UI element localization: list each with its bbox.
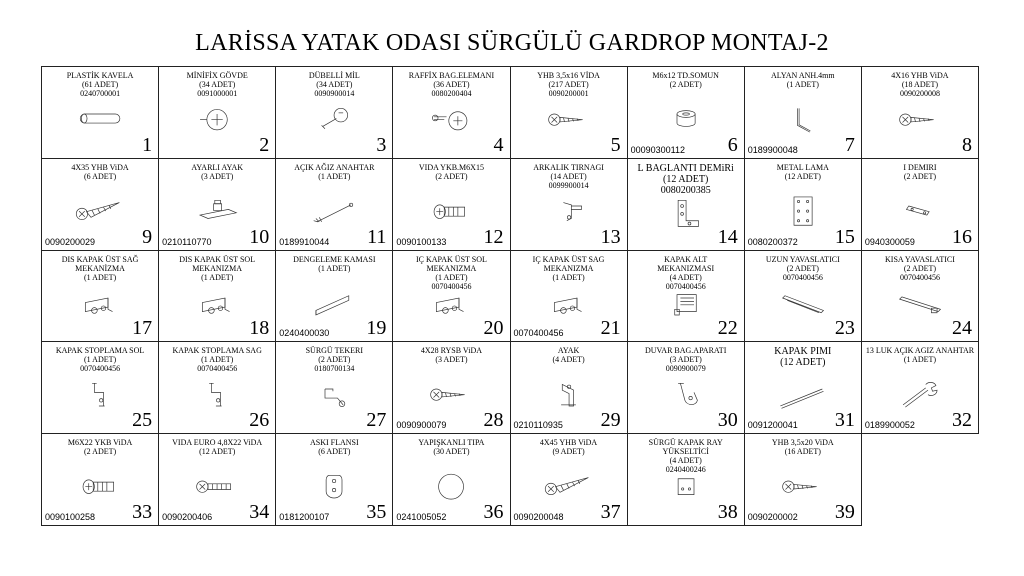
- minifix-bolt-icon: [290, 97, 378, 138]
- part-number: 15: [834, 225, 855, 248]
- part-label: [513, 346, 625, 364]
- part-label-line: (1 ADET): [786, 80, 819, 89]
- part-label-line: METAL LAMA: [776, 162, 829, 172]
- part-cell: [745, 342, 862, 434]
- part-cell: [511, 159, 628, 251]
- screw-icon: [525, 97, 613, 138]
- part-cell: [745, 159, 862, 251]
- part-number: 25: [132, 409, 153, 432]
- l-bracket-icon: [642, 189, 730, 230]
- part-code: 0080200372: [747, 236, 798, 247]
- part-label-line: VIDA YKB.M6X15: [418, 162, 484, 172]
- screw-icon: [876, 97, 964, 138]
- part-label-line: 0099900014: [548, 180, 589, 190]
- part-label-line: (1 ADET): [201, 272, 234, 282]
- part-number: 24: [952, 317, 972, 340]
- part-label-line: (14 ADET): [550, 171, 587, 181]
- part-number: 14: [717, 225, 738, 248]
- part-code: 00090300112: [630, 144, 686, 155]
- part-label: [278, 346, 390, 373]
- part-cell: [159, 434, 276, 526]
- part-label-line: 0070400456: [80, 364, 121, 374]
- part-cell: [862, 342, 979, 434]
- part-label: [747, 346, 859, 368]
- part-label-line: (1 ADET): [83, 272, 117, 282]
- part-label-line: YÜKSELTİCİ: [662, 447, 709, 457]
- dowel-icon: [56, 97, 144, 138]
- part-number: 4: [493, 133, 504, 156]
- part-label-line: AYARLI AYAK: [191, 162, 244, 172]
- screw-icon: [759, 464, 847, 505]
- part-label: [630, 71, 742, 89]
- part-number: 18: [249, 317, 270, 340]
- part-label-line: 4X16 YHB ViDA: [891, 71, 949, 80]
- part-label-line: MEKANİZMA: [75, 263, 125, 273]
- part-label-line: AÇIK AĞIZ ANAHTAR: [294, 162, 375, 172]
- minifix-body-icon: [173, 97, 261, 138]
- part-label: [395, 346, 507, 364]
- part-label-line: (30 ADET): [433, 447, 470, 457]
- long-damper-icon: [759, 281, 847, 322]
- part-number: 30: [717, 409, 738, 432]
- part-label-line: (12 ADET): [663, 173, 709, 185]
- part-cell: [745, 251, 862, 343]
- part-label-line: (4 ADET): [669, 456, 702, 466]
- part-number: 1: [142, 133, 153, 156]
- part-number: 11: [367, 225, 387, 248]
- part-label-line: (12 ADET): [784, 171, 821, 181]
- metal-plate-icon: [759, 189, 847, 230]
- part-label: [630, 346, 742, 373]
- part-number: 3: [376, 133, 387, 156]
- part-label-line: (6 ADET): [318, 447, 351, 457]
- part-label-line: PLASTİK KAVELA: [66, 71, 134, 80]
- part-label-line: YAPIŞKANLI TIPA: [418, 438, 485, 448]
- part-label-line: MEKANIZMA: [426, 263, 477, 273]
- part-label-line: 0090900014: [314, 89, 355, 98]
- stopper-icon: [56, 372, 144, 413]
- empty-cell: [862, 434, 979, 526]
- part-code: 0189900048: [747, 144, 798, 155]
- part-label: [44, 346, 156, 373]
- part-cell: [628, 67, 745, 159]
- part-label-line: 4X45 YHB ViDA: [539, 438, 598, 448]
- part-code: 0091200041: [747, 420, 798, 431]
- part-cell: [745, 434, 862, 526]
- long-screw-icon: [525, 464, 613, 505]
- part-label: [864, 255, 976, 282]
- part-cell: [276, 67, 393, 159]
- part-label-line: DIS KAPAK ÜST SAĞ: [61, 254, 139, 264]
- part-cell: [276, 159, 393, 251]
- part-label-line: 0180700134: [314, 364, 355, 374]
- part-label-line: MEKANIZMASI: [657, 263, 715, 273]
- long-screw-icon: [56, 189, 144, 230]
- page-title: LARİSSA YATAK ODASI SÜRGÜLÜ GARDROP MONTAJ-2: [195, 30, 829, 56]
- raffix-icon: [407, 97, 495, 138]
- part-label-line: MEKANIZMA: [543, 263, 594, 273]
- part-label-line: (1 ADET): [318, 171, 351, 181]
- wrench-icon: [876, 372, 964, 413]
- part-label-line: M6x12 TD.SOMUN: [652, 71, 719, 80]
- part-number: 10: [249, 225, 270, 248]
- short-damper-icon: [876, 281, 964, 322]
- part-label-line: 13 LUK AÇIK AGIZ ANAHTAR: [865, 346, 975, 356]
- part-label-line: (2 ADET): [435, 171, 468, 181]
- part-label-line: 0090900079: [665, 364, 706, 374]
- part-label-line: 4X28 RYSB ViDA: [420, 346, 483, 356]
- part-number: 6: [727, 133, 738, 156]
- bottom-mechanism-icon: [642, 281, 730, 322]
- parts-grid: [41, 66, 979, 526]
- part-cell: [628, 434, 745, 526]
- part-label-line: DUVAR BAG.APARATI: [645, 346, 727, 356]
- part-cell: [42, 159, 159, 251]
- part-label-line: (1 ADET): [903, 355, 937, 365]
- part-cell: [42, 251, 159, 343]
- i-iron-icon: [876, 189, 964, 230]
- part-label-line: (4 ADET): [669, 272, 702, 282]
- part-label-line: 0080200385: [660, 184, 711, 196]
- part-code: 0240400030: [279, 328, 330, 339]
- part-number: 20: [483, 317, 504, 340]
- part-label-line: DÜBELLİ MİL: [308, 71, 360, 80]
- part-label: [513, 438, 625, 456]
- part-label: [747, 438, 859, 456]
- part-number: 9: [142, 225, 153, 248]
- part-label-line: (2 ADET): [83, 447, 117, 457]
- part-number: 31: [834, 409, 855, 432]
- part-label-line: KAPAK STOPLAMA SAG: [172, 346, 262, 356]
- part-cell: [159, 67, 276, 159]
- part-label-line: 0090200001: [548, 89, 589, 98]
- part-number: 23: [834, 317, 855, 340]
- part-label-line: ARKALIK TIRNAGI: [533, 162, 604, 172]
- part-cell: [42, 342, 159, 434]
- part-code: 0210110935: [513, 420, 563, 431]
- part-cell: [511, 342, 628, 434]
- part-code: 0940300059: [864, 236, 915, 247]
- part-label-line: DIS KAPAK ÜST SOL: [179, 254, 256, 264]
- part-number: 29: [600, 409, 621, 432]
- part-label: [395, 163, 507, 181]
- part-label-line: (2 ADET): [903, 263, 937, 273]
- part-label-line: (3 ADET): [435, 355, 468, 365]
- part-label-line: (2 ADET): [786, 263, 819, 273]
- part-label-line: I DEMIRI: [903, 162, 937, 172]
- wedge-icon: [290, 281, 378, 322]
- part-label-line: (3 ADET): [201, 171, 234, 181]
- part-code: 0090200048: [513, 512, 564, 522]
- wrench-rod-icon: [290, 189, 378, 230]
- part-label-line: (61 ADET): [81, 80, 119, 89]
- part-label: [161, 71, 273, 98]
- part-label-line: SÜRGÜ TEKERI: [305, 346, 364, 356]
- back-clip-icon: [525, 189, 613, 230]
- part-label-line: ALYAN ANH.4mm: [770, 71, 835, 80]
- part-label-line: (36 ADET): [433, 80, 470, 89]
- slide-wheel-icon: [290, 372, 378, 413]
- part-cell: [628, 159, 745, 251]
- part-cell: [159, 159, 276, 251]
- part-label-line: YHB 3,5x16 VİDA: [537, 71, 600, 80]
- part-label-line: 0070400456: [197, 364, 238, 374]
- rail-riser-icon: [642, 464, 730, 505]
- part-number: 7: [844, 133, 855, 156]
- part-cell: [511, 67, 628, 159]
- part-label-line: 0090200008: [899, 89, 940, 98]
- part-cell: [276, 434, 393, 526]
- allen-key-icon: [759, 97, 847, 138]
- part-cell: [628, 251, 745, 343]
- part-label: [864, 163, 976, 181]
- part-label-line: (6 ADET): [83, 171, 117, 181]
- part-cell: [159, 342, 276, 434]
- part-label-line: (34 ADET): [316, 80, 353, 89]
- part-label: [278, 438, 390, 456]
- screw-icon: [407, 372, 495, 413]
- part-code: 0090200002: [747, 512, 798, 522]
- mechanism-icon: [56, 281, 144, 322]
- part-cell: [276, 342, 393, 434]
- part-number: 21: [600, 317, 621, 340]
- part-label-line: (12 ADET): [780, 357, 826, 369]
- part-cell: [42, 434, 159, 526]
- part-label-line: L BAGLANTI DEMiRi: [637, 162, 734, 174]
- part-number: 2: [259, 133, 270, 156]
- part-cell: [393, 342, 510, 434]
- part-label-line: KISA YAVASLATICI: [885, 254, 955, 264]
- part-label-line: (4 ADET): [552, 355, 585, 365]
- part-code: 0090100133: [396, 236, 447, 247]
- adjustable-foot-icon: [173, 189, 261, 230]
- part-number: 8: [962, 133, 972, 156]
- part-number: 12: [483, 225, 504, 248]
- part-number: 16: [952, 225, 972, 248]
- part-label-line: MEKANIZMA: [192, 263, 243, 273]
- cap-icon: [407, 464, 495, 505]
- part-cell: [745, 67, 862, 159]
- part-label-line: ASKI FLANSI: [309, 438, 359, 448]
- part-label-line: (1 ADET): [83, 355, 117, 365]
- part-number: 26: [249, 409, 270, 432]
- part-cell: [393, 434, 510, 526]
- part-cell: [862, 67, 979, 159]
- part-label-line: (3 ADET): [669, 355, 702, 365]
- part-cell: [862, 251, 979, 343]
- part-label: [278, 71, 390, 98]
- part-code: 0090900079: [396, 420, 447, 431]
- part-cell: [393, 159, 510, 251]
- part-label-line: (2 ADET): [318, 355, 351, 365]
- part-label-line: DENGELEME KAMASI: [293, 254, 376, 264]
- part-code: 0090100258: [45, 512, 96, 522]
- part-label: [44, 255, 156, 282]
- part-label-line: 0070400456: [899, 272, 940, 282]
- part-label: [395, 438, 507, 456]
- part-label-line: IÇ KAPAK ÜST SOL: [415, 254, 487, 264]
- part-cell: [42, 67, 159, 159]
- part-label: [747, 163, 859, 181]
- part-label: [44, 71, 156, 98]
- part-cell: [862, 159, 979, 251]
- part-number: 13: [600, 225, 621, 248]
- part-label-line: KAPAK ALT: [664, 254, 708, 264]
- part-label: [44, 163, 156, 181]
- part-label-line: 0240700001: [80, 89, 121, 98]
- part-number: 38: [717, 501, 738, 523]
- part-label: [278, 163, 390, 181]
- pin-icon: [759, 372, 847, 413]
- part-label-line: 0070400456: [782, 272, 823, 282]
- part-label-line: (16 ADET): [784, 447, 821, 457]
- part-label-line: (9 ADET): [552, 447, 585, 457]
- part-label-line: YHB 3,5x20 ViDA: [771, 438, 834, 448]
- part-number: 17: [132, 317, 153, 340]
- part-label-line: 0240400246: [665, 465, 706, 475]
- part-label-line: (34 ADET): [199, 80, 236, 89]
- part-label: [395, 71, 507, 98]
- part-label: [747, 255, 859, 282]
- part-label-line: (2 ADET): [669, 80, 702, 89]
- part-label-line: (217 ADET): [548, 80, 589, 89]
- part-label-line: (1 ADET): [318, 263, 351, 273]
- part-label: [278, 255, 390, 273]
- part-label-line: MİNİFİX GÖVDE: [186, 71, 248, 80]
- part-cell: [159, 251, 276, 343]
- part-number: 34: [249, 501, 270, 523]
- part-label: [513, 163, 625, 190]
- part-label-line: (1 ADET): [552, 272, 585, 282]
- part-cell: [393, 67, 510, 159]
- wall-fixing-icon: [642, 372, 730, 413]
- part-label-line: AYAK: [557, 346, 580, 356]
- part-code: 0090200029: [45, 236, 96, 247]
- part-number: 5: [610, 133, 621, 156]
- part-number: 32: [952, 409, 972, 432]
- machine-screw-icon: [407, 189, 495, 230]
- part-number: 28: [483, 409, 504, 432]
- part-label-line: 0070400456: [665, 281, 706, 291]
- part-label: [513, 255, 625, 282]
- part-label-line: M6X22 YKB ViDA: [67, 438, 133, 448]
- part-label-line: 0080200404: [431, 89, 472, 98]
- part-label: [161, 346, 273, 373]
- part-label: [161, 438, 273, 456]
- part-code: 0189900052: [864, 420, 915, 431]
- part-code: 0090200406: [162, 512, 213, 522]
- part-number: 37: [600, 501, 621, 523]
- foot-icon: [525, 372, 613, 413]
- part-label: [161, 163, 273, 181]
- part-label-line: IÇ KAPAK ÜST SAG: [532, 254, 605, 264]
- mechanism-icon: [407, 281, 495, 322]
- part-code: 0070400456: [513, 328, 564, 339]
- part-label: [44, 438, 156, 456]
- part-label-line: RAFFİX BAG.ELEMANI: [408, 71, 495, 80]
- part-label-line: 0091000001: [197, 89, 238, 98]
- part-label-line: (2 ADET): [903, 171, 937, 181]
- part-label: [747, 71, 859, 89]
- mechanism-icon: [525, 281, 613, 322]
- part-label-line: VIDA EURO 4,8X22 ViDA: [172, 438, 263, 448]
- part-number: 33: [132, 501, 153, 523]
- part-number: 35: [366, 501, 387, 523]
- part-label-line: (1 ADET): [201, 355, 234, 365]
- part-number: 39: [834, 501, 855, 523]
- nut-icon: [642, 97, 730, 138]
- part-cell: [511, 251, 628, 343]
- part-number: 36: [483, 501, 504, 523]
- part-number: 19: [366, 317, 387, 340]
- part-code: 0189910044: [279, 236, 330, 247]
- mechanism-icon: [173, 281, 261, 322]
- part-cell: [393, 251, 510, 343]
- part-label-line: 4X35 YHB ViDA: [71, 162, 129, 172]
- part-label-line: (1 ADET): [435, 272, 468, 282]
- part-label: [864, 346, 976, 364]
- part-label-line: UZUN YAVASLATICI: [765, 254, 840, 264]
- euro-screw-icon: [173, 464, 261, 505]
- part-label: [513, 71, 625, 98]
- part-cell: [276, 251, 393, 343]
- part-label-line: KAPAK STOPLAMA SOL: [55, 346, 145, 356]
- machine-screw-icon: [56, 464, 144, 505]
- part-cell: [511, 434, 628, 526]
- part-label-line: KAPAK PIMI: [774, 346, 832, 358]
- stopper-icon: [173, 372, 261, 413]
- hanger-flange-icon: [290, 464, 378, 505]
- part-label-line: 0070400456: [431, 281, 472, 291]
- part-code: 0210110770: [162, 236, 212, 247]
- part-label-line: SÜRGÜ KAPAK RAY: [648, 438, 723, 448]
- part-cell: [628, 342, 745, 434]
- part-label-line: (12 ADET): [199, 447, 236, 457]
- part-number: 22: [717, 317, 738, 340]
- part-label-line: (18 ADET): [901, 80, 939, 89]
- part-code: 0241005052: [396, 512, 447, 522]
- part-code: 0181200107: [279, 512, 330, 522]
- part-number: 27: [366, 409, 387, 432]
- part-label: [161, 255, 273, 282]
- part-label: [864, 71, 976, 98]
